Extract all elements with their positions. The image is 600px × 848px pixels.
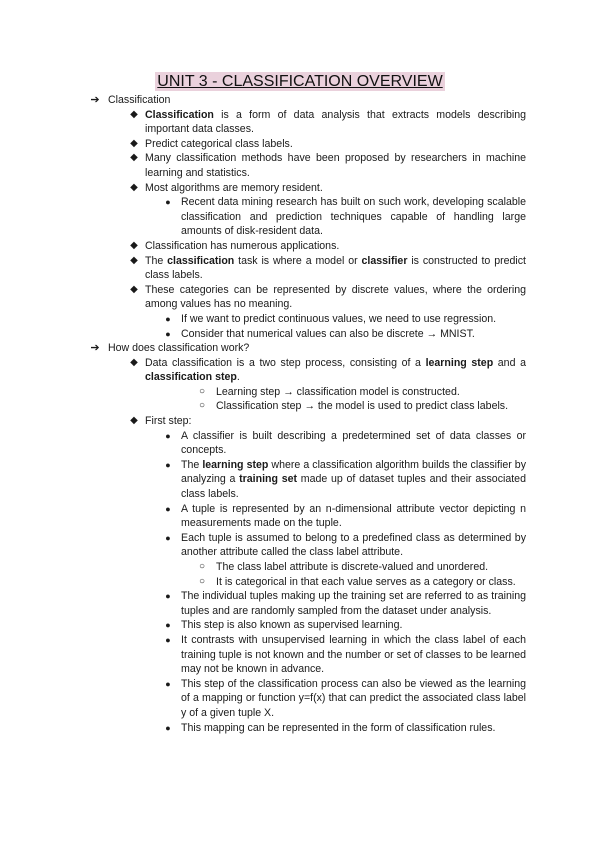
text-segment: Consider that numerical values can also be discrete → MNIST. (181, 327, 475, 340)
bullet-icon: ● (165, 430, 171, 441)
bold-term: learning step (202, 458, 269, 471)
text-segment: made up of dataset tuples and their associated class labels. (181, 473, 526, 501)
text-segment: Data classification is a two step process, consisting of a (145, 356, 426, 369)
list-item (0, 429, 600, 458)
list-item (0, 531, 600, 560)
diamond-bullet-icon: ◆ (130, 254, 138, 266)
list-item (0, 312, 600, 327)
list-item-text (145, 239, 526, 254)
list-item-text (181, 327, 526, 342)
list-item (0, 254, 600, 283)
list-item-text (145, 137, 526, 152)
diamond-bullet-icon: ◆ (130, 108, 138, 120)
list-item-text (181, 429, 526, 458)
bold-term: training set (239, 473, 298, 486)
text-segment: is a form of data analysis that extracts models describing important data classes. (145, 108, 526, 136)
list-item-text (145, 283, 526, 312)
bold-term: classification (167, 254, 235, 267)
list-item (0, 560, 600, 575)
text-segment: It is categorical in that each value serves as a category or class. (216, 575, 516, 588)
text-segment: Classification (108, 94, 171, 106)
list-item-text (181, 721, 526, 736)
list-item (0, 93, 600, 108)
list-item-text (181, 458, 526, 502)
arrow-icon: ➔ (90, 342, 100, 355)
text-segment: Many classification methods have been proposed by researchers in machine learning and statistics. (145, 152, 526, 179)
diamond-bullet-icon: ◆ (130, 283, 138, 295)
list-item-text (108, 341, 526, 356)
circle-bullet-icon: ○ (198, 400, 206, 412)
bullet-icon: ● (165, 532, 171, 543)
page-title: UNIT 3 - CLASSIFICATION OVERVIEW (157, 73, 443, 90)
bullet-icon: ● (165, 722, 171, 733)
list-item-text (145, 181, 526, 196)
text-segment: A tuple is represented by an n-dimensional attribute vector depicting n measurements made on the tuple. (181, 502, 526, 530)
list-item (0, 721, 600, 736)
list-item-text (145, 254, 526, 283)
arrow-icon: ➔ (90, 94, 100, 106)
circle-bullet-icon: ○ (198, 575, 206, 587)
text-segment: This step of the classification process can also be viewed as the learning of a mapping or function y=f(x) that can predict the associated class label y of a given tuple X. (181, 677, 526, 719)
title-wrap (0, 72, 600, 91)
list-item (0, 458, 600, 502)
text-segment: If we want to predict continuous values, we need to use regression. (181, 312, 497, 325)
list-item-text (145, 108, 526, 137)
list-item-text (181, 677, 526, 721)
text-segment: Recent data mining research has built on such work, developing scalable classification and prediction techniques capable of handling large amounts of disk-resident data. (181, 196, 526, 238)
bullet-icon: ● (165, 459, 171, 470)
text-segment: These categories can be represented by discrete values, where the ordering among values has no meaning. (145, 283, 526, 311)
list-item-text (216, 385, 526, 400)
text-segment: A classifier is built describing a predetermined set of data classes or concepts. (181, 429, 526, 457)
diamond-bullet-icon: ◆ (130, 137, 138, 149)
list-item-text (216, 560, 526, 575)
list-item-text (181, 502, 526, 531)
notes-list (0, 93, 600, 735)
bold-term: Classification (145, 108, 214, 121)
list-item-text (181, 589, 526, 618)
text-segment: The (181, 458, 203, 471)
list-item (0, 385, 600, 400)
list-item (0, 327, 600, 342)
list-item (0, 589, 600, 618)
list-item (0, 137, 600, 152)
text-segment: This mapping can be represented in the form of classification rules. (181, 721, 496, 734)
text-segment: and a (493, 356, 526, 369)
list-item (0, 108, 600, 137)
bullet-icon: ● (165, 591, 171, 602)
bullet-icon: ● (165, 328, 171, 339)
text-segment: Each tuple is assumed to belong to a predefined class as determined by another attribute called the class label attribute. (181, 531, 526, 559)
text-segment: Learning step → classification model is constructed. (216, 385, 460, 398)
bullet-icon: ● (165, 678, 171, 689)
text-segment: The class label attribute is discrete-valued and unordered. (216, 561, 489, 573)
text-segment: is constructed to predict class labels. (145, 254, 527, 282)
list-item-text (181, 312, 526, 327)
circle-bullet-icon: ○ (198, 385, 206, 397)
list-item-text (216, 575, 526, 590)
list-item (0, 575, 600, 590)
list-item (0, 341, 600, 356)
bullet-icon: ● (165, 313, 171, 324)
list-item-text (145, 356, 526, 385)
list-item-text (108, 93, 526, 108)
text-segment: First step: (145, 415, 192, 428)
diamond-bullet-icon: ◆ (130, 415, 138, 427)
bullet-icon: ● (165, 197, 171, 208)
list-item (0, 399, 600, 414)
bullet-icon: ● (165, 503, 171, 514)
circle-bullet-icon: ○ (198, 561, 206, 572)
diamond-bullet-icon: ◆ (130, 239, 138, 251)
list-item (0, 633, 600, 677)
text-segment: Most algorithms are memory resident. (145, 181, 323, 194)
diamond-bullet-icon: ◆ (130, 356, 138, 368)
list-item (0, 151, 600, 180)
list-item (0, 618, 600, 633)
bold-term: learning step (425, 356, 494, 369)
bullet-icon: ● (165, 620, 171, 631)
bold-term: classification step (145, 371, 237, 384)
list-item (0, 502, 600, 531)
list-item-text (181, 531, 526, 560)
text-segment: It contrasts with unsupervised learning in which the class label of each training tuple is not known and the number or set of classes to be learned may not be known in advance. (181, 633, 526, 676)
text-segment: Classification step → the model is used to predict class labels. (216, 400, 509, 413)
list-item (0, 283, 600, 312)
bold-term: classifier (361, 254, 408, 267)
list-item-text (181, 633, 526, 677)
list-item-text (216, 399, 526, 414)
text-segment: Predict categorical class labels. (145, 137, 293, 150)
text-segment: . (236, 371, 240, 384)
list-item-text (145, 151, 526, 180)
list-item (0, 181, 600, 196)
list-item (0, 677, 600, 721)
text-segment: The (145, 254, 168, 267)
list-item-text (181, 618, 526, 633)
diamond-bullet-icon: ◆ (130, 181, 138, 193)
list-item (0, 195, 600, 239)
list-item (0, 356, 600, 385)
list-item (0, 414, 600, 429)
text-segment: This step is also known as supervised learning. (181, 619, 403, 632)
text-segment: where a classification algorithm builds the classifier by analyzing a (181, 458, 526, 486)
bullet-icon: ● (165, 634, 171, 645)
text-segment: task is where a model or (234, 254, 362, 267)
text-segment: How does classification work? (108, 342, 250, 355)
list-item-text (145, 414, 526, 429)
text-segment: The individual tuples making up the training set are referred to as training tuples and are randomly sampled from the dataset under analysis. (181, 590, 526, 617)
list-item (0, 239, 600, 254)
text-segment: Classification has numerous applications. (145, 239, 340, 252)
list-item-text (181, 195, 526, 239)
diamond-bullet-icon: ◆ (130, 152, 138, 164)
